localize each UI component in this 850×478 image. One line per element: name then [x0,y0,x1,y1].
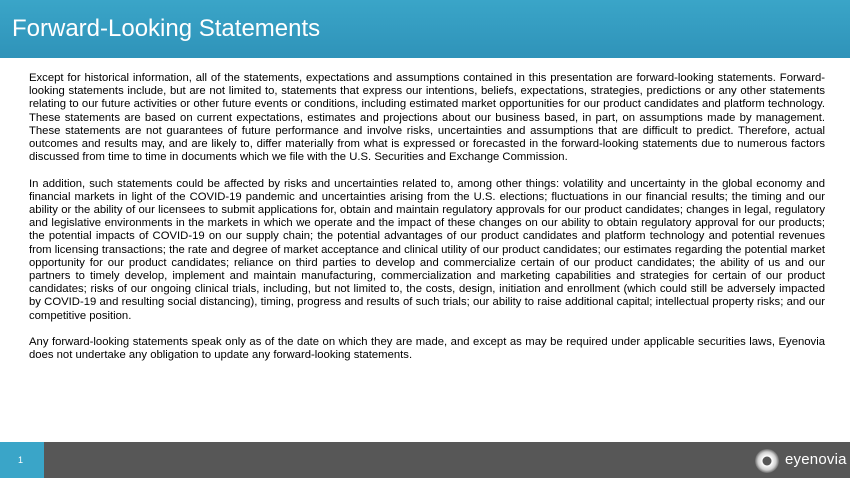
company-logo [754,448,850,474]
paragraph-risk-factors: In addition, such statements could be affected by risks and uncertainties related to, among other things: volatility and uncertainty in the global economy and financial markets in light of the COVID-19 pandemic and uncertainties arising from the U.S. elections; fluctuations in our financial results; the timing and our ability or the ability of our licensees to submit applications for, obtain and maintain regulatory approvals for our product candidates; changes in legal, regulatory and legislative environments in the markets in which we operate and the impact of these changes on our ability to obtain regulatory approval for our products; the potential impacts of COVID-19 on our supply chain; the potential advantages of our product candidates and platform technology and potential revenues from licensing transactions; the rate and degree of market acceptance and clinical utility of our product candidates; our estimates regarding the potential market opportunity for our product candidates; reliance on third parties to develop and commercialize certain of our product candidates; the ability of us and our partners to timely develop, implement and maintain manufacturing, commercialization and marketing capabilities and strategies for certain of our product candidates; risks of our ongoing clinical trials, including, but not limited to, the costs, design, initiation and enrollment (which could still be adversely impacted by COVID-19 and resulting social distancing), timing, progress and results of such trials; our ability to raise additional capital; intellectual property risks; and our competitive position. [29,177,825,322]
paragraph-disclaimer: Except for historical information, all of the statements, expectations and assumptions contained in this presentation are forward-looking statements. Forward-looking statements include, but are not limited to, statements that express our intentions, beliefs, expectations, strategies, predictions or any other statements relating to our future activities or other future events or conditions, including estimated market opportunities for our product candidates and platform technology. These statements are based on current expectations, estimates and projections about our business based, in part, on assumptions made by management. These statements are not guarantees of future performance and involve risks, uncertainties and assumptions that are difficult to predict. Therefore, actual outcomes and results may, and are likely to, differ materially from what is expressed or forecasted in the forward-looking statements due to numerous factors discussed from time to time in documents which we file with the U.S. Securities and Exchange Commission. [29,72,825,164]
footer-bar [0,442,850,478]
page-number-box [0,442,44,478]
paragraph-no-obligation: Any forward-looking statements speak only as of the date on which they are made, and except as may be required under applicable securities laws, Eyenovia does not undertake any obligation to update any forward-looking statements. [29,336,825,362]
slide-title: Forward-Looking Statements [12,15,321,42]
title-bar [0,0,850,58]
eyenovia-logo-icon [754,448,780,474]
logo-wordmark: eyenovia [785,451,847,468]
slide-body [29,72,825,376]
page-number: 1 [18,455,24,465]
